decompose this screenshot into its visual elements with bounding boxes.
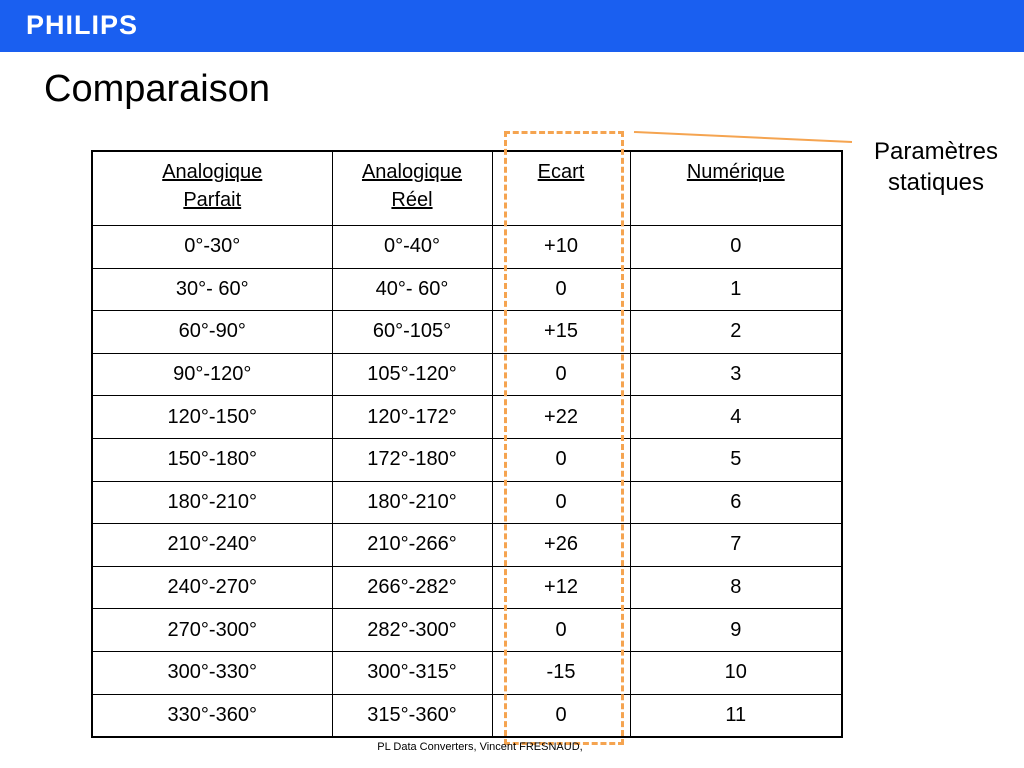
digital-cell: 4 xyxy=(630,396,842,439)
analog-perfect-cell: 90°-120° xyxy=(92,353,332,396)
analog-perfect-cell: 330°-360° xyxy=(92,694,332,737)
ecart-cell: 0 xyxy=(492,353,630,396)
analog-perfect-cell: 120°-150° xyxy=(92,396,332,439)
table-row xyxy=(92,481,842,524)
analog-real-cell: 315°-360° xyxy=(332,694,492,737)
table-row xyxy=(92,694,842,737)
table-row xyxy=(92,438,842,481)
ecart-cell: 0 xyxy=(492,438,630,481)
analog-real-cell: 282°-300° xyxy=(332,609,492,652)
table-row xyxy=(92,651,842,694)
analog-real-cell: 0°-40° xyxy=(332,226,492,269)
analog-perfect-cell: 210°-240° xyxy=(92,524,332,567)
analog-real-cell: 120°-172° xyxy=(332,396,492,439)
header-numerique: Numérique xyxy=(630,151,842,226)
table-row xyxy=(92,524,842,567)
analog-perfect-cell: 30°- 60° xyxy=(92,268,332,311)
analog-perfect-cell: 240°-270° xyxy=(92,566,332,609)
table-row xyxy=(92,396,842,439)
header-analogique-parfait: Analogique Parfait xyxy=(92,151,332,226)
digital-cell: 8 xyxy=(630,566,842,609)
ecart-cell: +22 xyxy=(492,396,630,439)
digital-cell: 9 xyxy=(630,609,842,652)
callout-line-1: Paramètres xyxy=(873,138,999,165)
analog-real-cell: 40°- 60° xyxy=(332,268,492,311)
ecart-cell: 0 xyxy=(492,694,630,737)
table-row xyxy=(92,226,842,269)
ecart-cell: +15 xyxy=(492,311,630,354)
analog-perfect-cell: 0°-30° xyxy=(92,226,332,269)
ecart-cell: 0 xyxy=(492,481,630,524)
digital-cell: 2 xyxy=(630,311,842,354)
slide-title: Comparaison xyxy=(44,68,270,110)
analog-real-cell: 180°-210° xyxy=(332,481,492,524)
table-row xyxy=(92,566,842,609)
callout-text xyxy=(856,136,1016,198)
ecart-cell: +12 xyxy=(492,566,630,609)
ecart-cell: 0 xyxy=(492,609,630,652)
digital-cell: 5 xyxy=(630,438,842,481)
callout-line-2: statiques xyxy=(887,169,985,196)
brand-bar xyxy=(0,0,1024,52)
table-header-row xyxy=(92,151,842,226)
digital-cell: 10 xyxy=(630,651,842,694)
footer-text: PL Data Converters, Vincent FRESNAUD, xyxy=(377,741,583,753)
analog-real-cell: 266°-282° xyxy=(332,566,492,609)
analog-real-cell: 105°-120° xyxy=(332,353,492,396)
table-row xyxy=(92,311,842,354)
analog-real-cell: 60°-105° xyxy=(332,311,492,354)
analog-perfect-cell: 270°-300° xyxy=(92,609,332,652)
analog-perfect-cell: 180°-210° xyxy=(92,481,332,524)
digital-cell: 6 xyxy=(630,481,842,524)
ecart-cell: +26 xyxy=(492,524,630,567)
analog-perfect-cell: 300°-330° xyxy=(92,651,332,694)
analog-real-cell: 172°-180° xyxy=(332,438,492,481)
comparison-table xyxy=(91,150,843,738)
analog-perfect-cell: 60°-90° xyxy=(92,311,332,354)
static-parameters-highlight-box xyxy=(504,131,624,745)
ecart-cell: +10 xyxy=(492,226,630,269)
digital-cell: 0 xyxy=(630,226,842,269)
philips-logo: PHILIPS xyxy=(26,10,139,40)
header-ecart: Ecart xyxy=(492,151,630,226)
analog-perfect-cell: 150°-180° xyxy=(92,438,332,481)
ecart-cell: -15 xyxy=(492,651,630,694)
ecart-cell: 0 xyxy=(492,268,630,311)
table-row xyxy=(92,268,842,311)
header-analogique-reel: Analogique Réel xyxy=(332,151,492,226)
analog-real-cell: 300°-315° xyxy=(332,651,492,694)
digital-cell: 7 xyxy=(630,524,842,567)
table-row xyxy=(92,609,842,652)
digital-cell: 3 xyxy=(630,353,842,396)
digital-cell: 1 xyxy=(630,268,842,311)
table-row xyxy=(92,353,842,396)
digital-cell: 11 xyxy=(630,694,842,737)
analog-real-cell: 210°-266° xyxy=(332,524,492,567)
